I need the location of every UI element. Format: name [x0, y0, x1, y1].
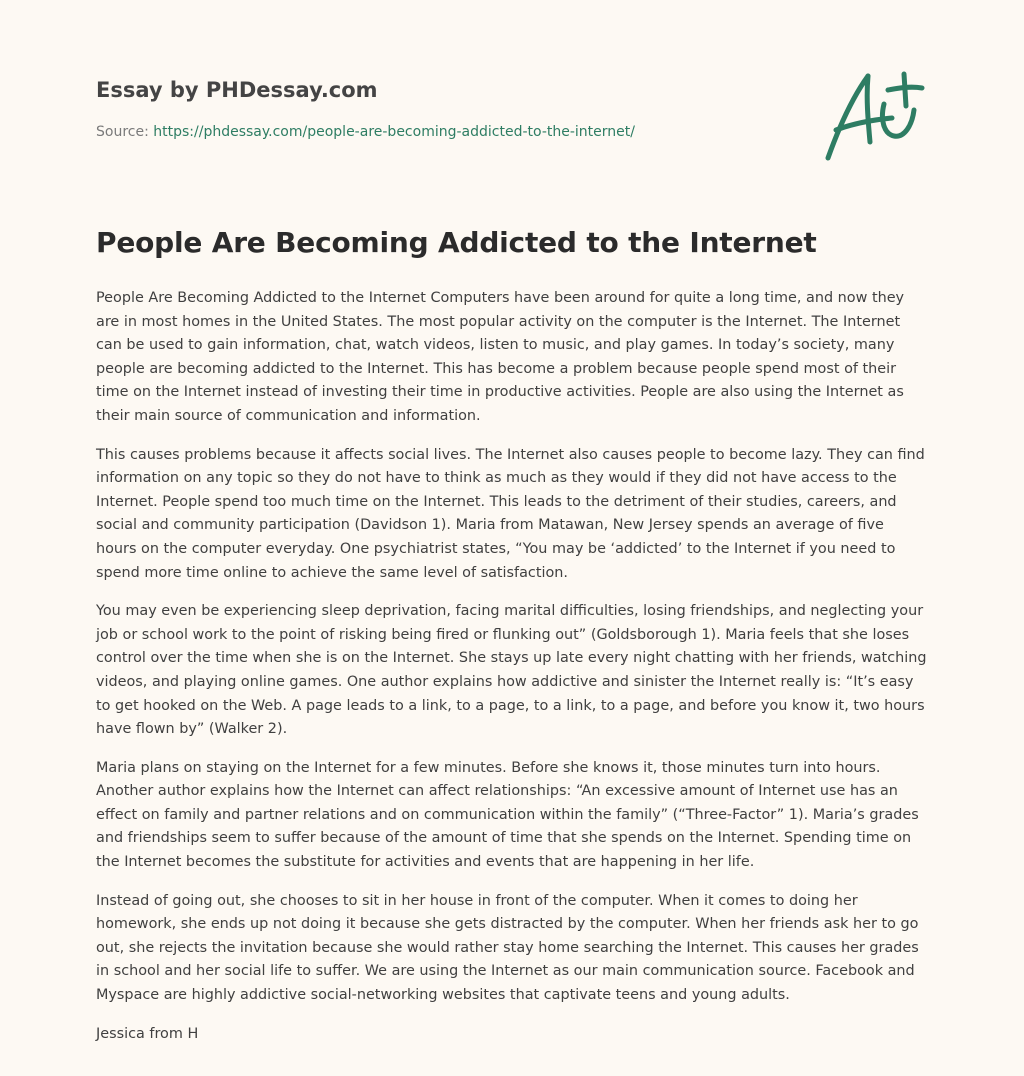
- essay-paragraph: This causes problems because it affects social lives. The Internet also causes people to become lazy. They can find information on any topic so they do not have to think as much as they would if they did not have access to the Internet. People spend too much time on the Internet. This leads to the detriment of their studies, careers, and social and community participation (Davidson 1). Maria from Matawan, New Jersey spends an average of five hours on the computer everyday. One psychiatrist states, “You may be ‘addicted’ to the Internet if you need to spend more time online to achieve the same level of satisfaction.: [96, 446, 925, 581]
- essay-paragraph: People Are Becoming Addicted to the Internet Computers have been around for quite a long time, and now they are in most homes in the United States. The most popular activity on the computer is the Internet. The Internet can be used to gain information, chat, watch videos, listen to music, and play games. In today’s society, many people are becoming addicted to the Internet. This has become a problem because people spend most of their time on the Internet instead of investing their time in productive activities. People are also using the Internet as their main source of communication and information.: [96, 290, 905, 424]
- source-link[interactable]: https://phdessay.com/people-are-becoming-addicted-to-the-internet/: [153, 124, 635, 140]
- essay-body: [96, 287, 928, 1061]
- source-line: [96, 124, 635, 140]
- essay-paragraph: Maria plans on staying on the Internet for a few minutes. Before she knows it, those minutes turn into hours. Another author explains how the Internet can affect relationships: “An excessive amount of Internet use has an effect on family and partner relations and on communication within the family” (“Three-Factor” 1). Maria’s grades and friendships seem to suffer because of the amount of time that she spends on the Internet. Spending time on the Internet becomes the substitute for activities and events that are happening in her life.: [96, 759, 919, 871]
- a-plus-logo-icon: [822, 68, 926, 164]
- essay-paragraph: You may even be experiencing sleep deprivation, facing marital difficulties, losing friendships, and neglecting your job or school work to the point of risking being fired or flunking out” (Goldsborough 1). Maria feels that she loses control over the time when she is on the Internet. She stays up late every night chatting with her friends, watching videos, and playing online games. One author explains how addictive and sinister the Internet really is: “It’s easy to get hooked on the Web. A page leads to a link, to a page, to a link, to a page, and before you know it, two hours have flown by” (Walker 2).: [96, 603, 927, 738]
- essay-title: People Are Becoming Addicted to the Internet: [96, 226, 817, 259]
- essay-trailing-text: Jessica from H: [96, 1025, 199, 1042]
- brand-title: Essay by PHDessay.com: [96, 78, 378, 102]
- source-label: Source:: [96, 124, 154, 140]
- essay-paragraph: Instead of going out, she chooses to sit in her house in front of the computer. When it comes to doing her homework, she ends up not doing it because she gets distracted by the computer. When her friends ask her to go out, she rejects the invitation because she would rather stay home searching the Internet. This causes her grades in school and her social life to suffer. We are using the Internet as our main communication source. Facebook and Myspace are highly addictive social-networking websites that captivate teens and young adults.: [96, 892, 919, 1004]
